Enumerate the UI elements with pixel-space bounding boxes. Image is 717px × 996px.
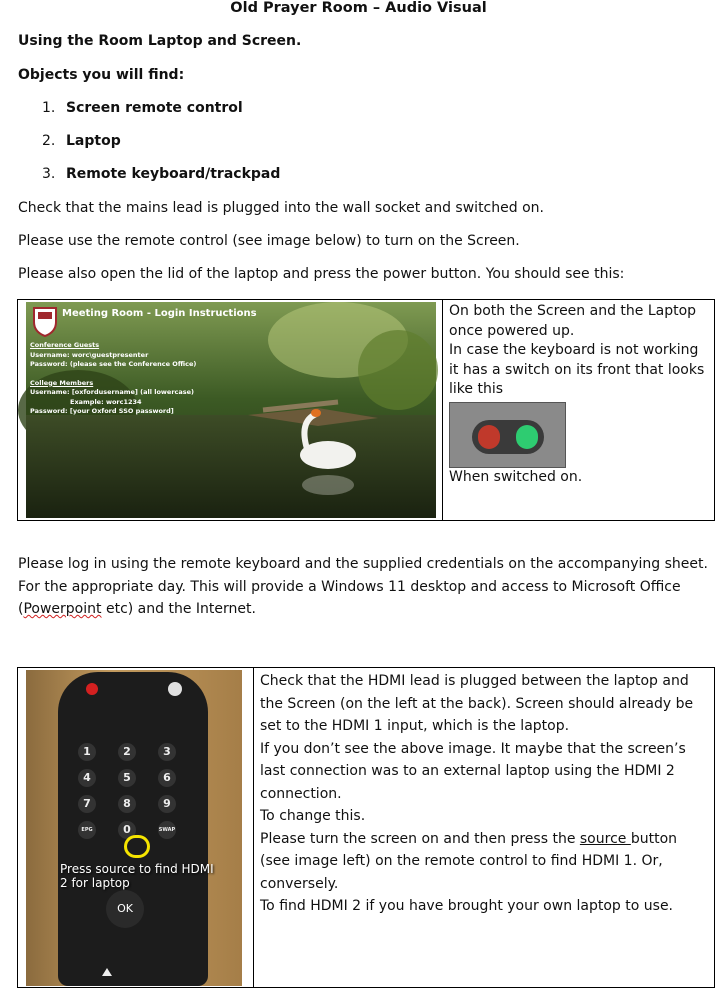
keyboard-switch-image [449,402,566,468]
section-heading: Using the Room Laptop and Screen. [18,33,302,49]
key-3[interactable]: 3 [158,743,176,761]
objects-heading: Objects you will find: [18,67,185,83]
switched-on-text: When switched on. [449,468,583,485]
list-text: Laptop [66,133,121,149]
key-7[interactable]: 7 [78,795,96,813]
remote-image-cell [18,668,254,988]
college-crest-icon [34,308,56,336]
key-swap[interactable]: SWAP [158,821,176,839]
member-title: College Members [30,378,94,387]
list-number: 1. [42,100,56,116]
guest-password: Password: (please see the Conference Office) [30,360,197,368]
key-1[interactable]: 1 [78,743,96,761]
key-5[interactable]: 5 [118,769,136,787]
toggle-red-indicator [478,425,500,449]
list-text: Remote keyboard/trackpad [66,166,281,182]
key-4[interactable]: 4 [78,769,96,787]
source-instructions [260,828,708,896]
change-text: To change this. [260,808,366,824]
key-0[interactable]: 0 [118,821,136,839]
key-2[interactable]: 2 [118,743,136,761]
paragraph-laptop: Please also open the lid of the laptop and press the power button. You should see this: [18,266,625,282]
source-post: button (see image left) on the remote control to find HDMI 1. Or, conversely. [260,830,678,892]
mute-button-icon [168,682,182,696]
member-password: Password: [your Oxford SSO password] [30,407,174,415]
source-word: source [579,830,631,847]
key-8[interactable]: 8 [118,795,136,813]
source-pre: Please turn the screen on and then press the [260,830,580,847]
list-number: 3. [42,166,56,182]
login-heading: Meeting Room - Login Instructions [62,308,257,319]
up-arrow-icon [102,968,112,976]
key-9[interactable]: 9 [158,795,176,813]
key-epg[interactable]: EPG [78,821,96,839]
hdmi-table [17,667,715,988]
member-username: Username: [oxfordusername] (all lowercase) [30,388,195,396]
hdmi-check-text: Check that the HDMI lead is plugged between the laptop and the Screen (on the left at the back). Screen should already be set to the HDMI 1 input, which is the laptop. [260,673,694,734]
paren: ( [18,601,24,617]
paragraph-login-1: Please log in using the remote keyboard and the supplied credentials on the accompanying sheet. [18,556,708,572]
guest-title: Conference Guests [30,341,100,349]
paragraph-remote: Please use the remote control (see image below) to turn on the Screen. [18,233,520,249]
remote-caption: Press source to find HDMI 2 for laptop [60,862,214,890]
key-6[interactable]: 6 [158,769,176,787]
screen-powered-text: On both the Screen and the Laptop once powered up. [449,303,697,339]
powerpoint-word: Powerpoint [23,601,102,617]
paragraph-login-3 [18,601,256,617]
list-number: 2. [42,133,56,149]
toggle-green-indicator [516,425,538,449]
number-keypad [78,743,198,839]
guest-username: Username: worc\guestpresenter [30,350,149,359]
paragraph-login-2: For the appropriate day. This will provide a Windows 11 desktop and access to Microsoft Office [18,579,681,595]
own-laptop-text: To find HDMI 2 if you have brought your own laptop to use. [260,898,674,914]
hdmi-text-cell [254,668,715,988]
keyboard-switch-text: In case the keyboard is not working it has a switch on its front that looks like this [449,342,705,397]
login-instructions [30,341,196,417]
member-example: Example: worc1234 [70,397,142,406]
paragraph-login-rest: etc) and the Internet. [101,601,256,617]
ok-button[interactable]: OK [106,890,144,928]
paragraph-mains: Check that the mains lead is plugged into the wall socket and switched on. [18,200,544,216]
hdmi2-text: If you don’t see the above image. It maybe that the screen’s last connection was to an external laptop using the HDMI 2 connection. [260,740,686,802]
list-text: Screen remote control [66,100,243,116]
login-text-cell [443,300,715,521]
page-title: Old Prayer Room – Audio Visual [230,0,487,16]
remote-image [18,668,253,987]
power-button-icon [86,683,98,695]
source-button-highlight [124,835,150,858]
